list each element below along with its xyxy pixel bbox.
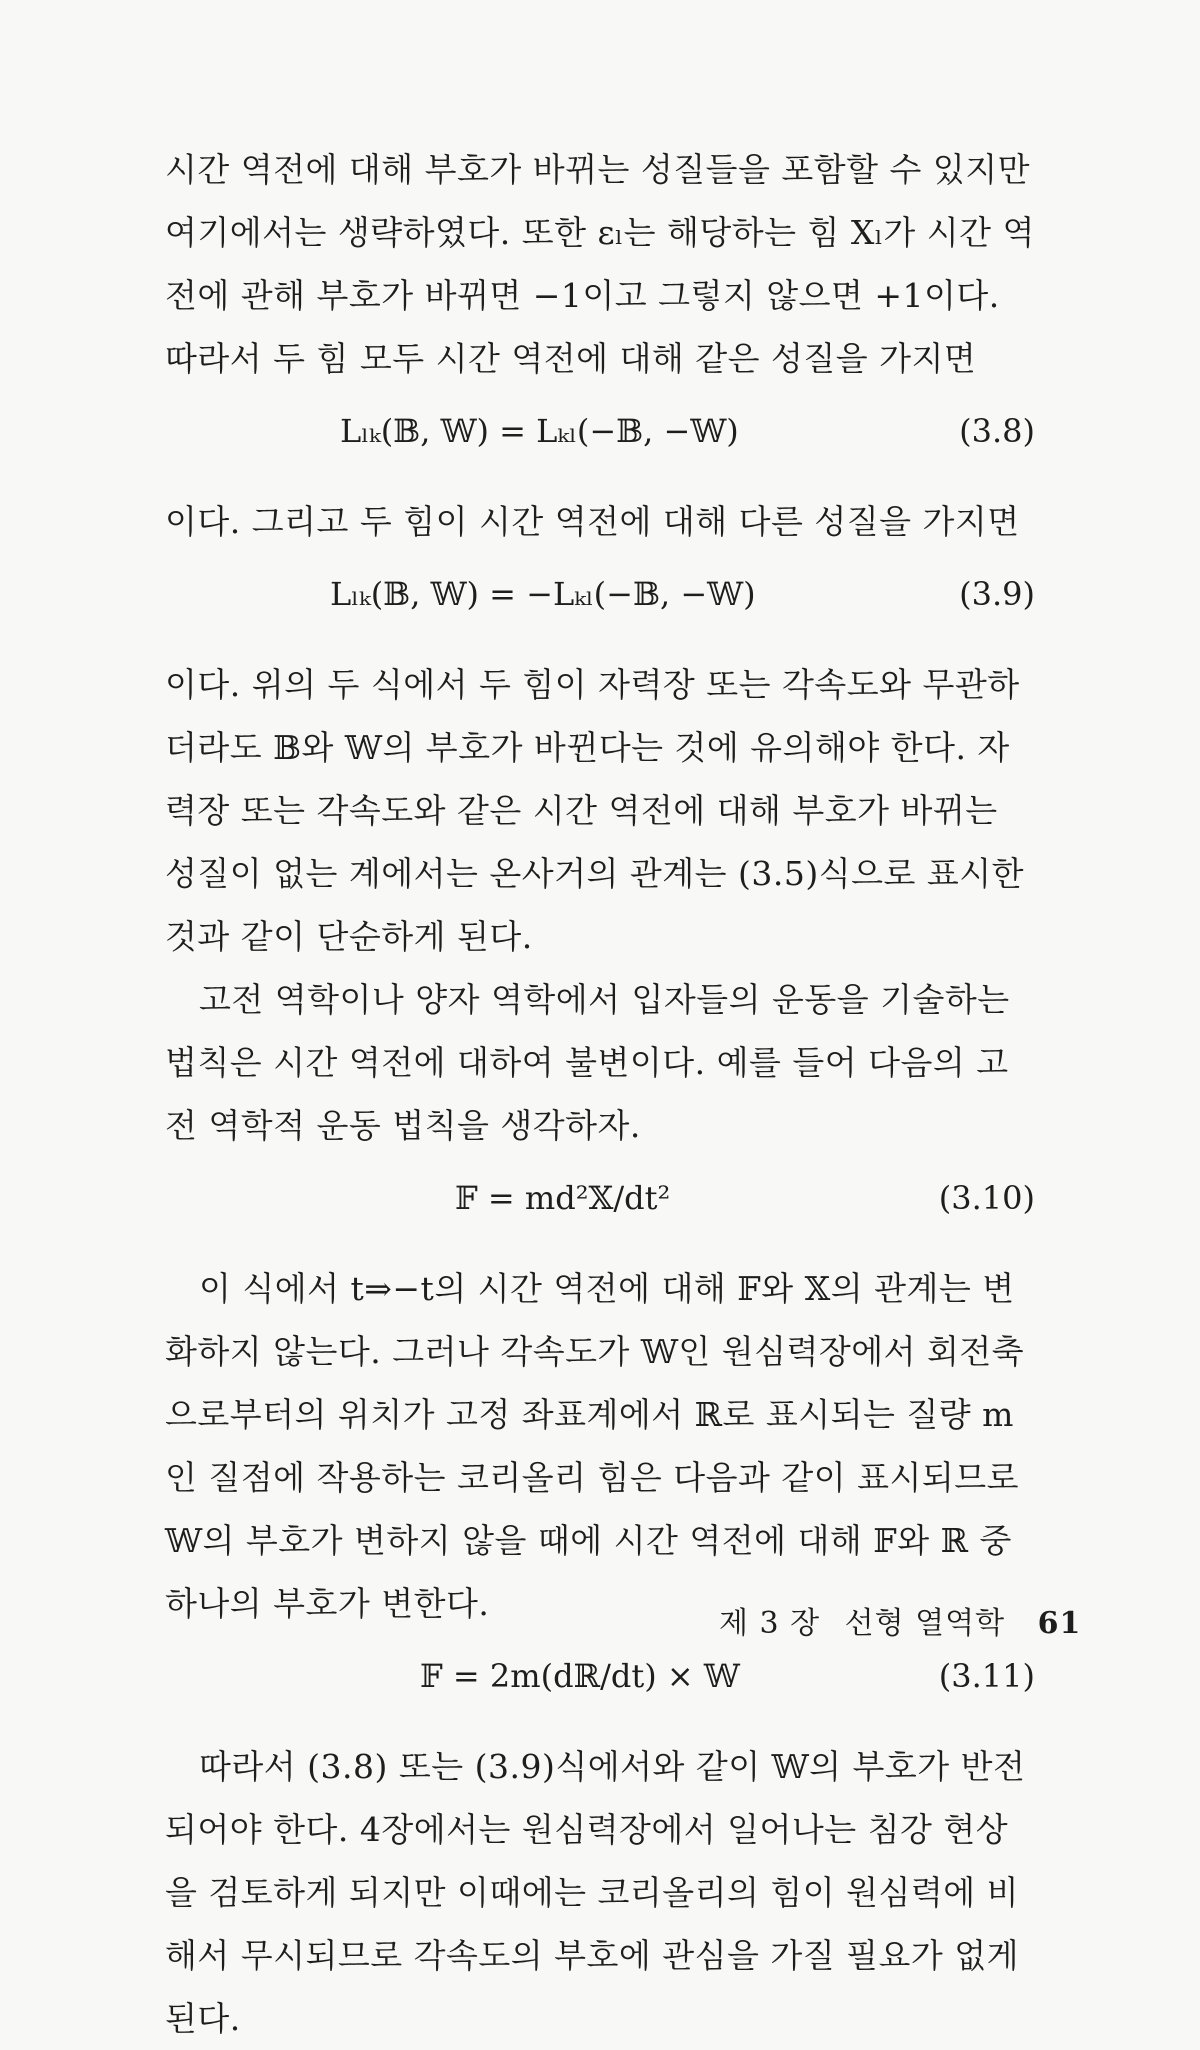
equation-3-10 (165, 1157, 1035, 1257)
page-footer (705, 1598, 1082, 1642)
equation-expression: 𝔽 = 2m(dℝ/dt) × 𝕎 (420, 1657, 740, 1695)
paragraph: 이 식에서 t⇒−t의 시간 역전에 대해 𝔽와 𝕏의 관계는 변화하지 않는다. 그러나 각속도가 𝕎인 원심력장에서 회전축으로부터의 위치가 고정 좌표계에서 ℝ로 표시되는 질량 m인 질점에 작용하는 코리올리 힘은 다음과 같이 표시되므로 𝕎의 부호가 변하지 않을 때에 시간 역전에 대해 𝔽와 ℝ 중 하나의 부호가 변한다. (165, 1269, 1025, 1623)
equation-number: (3.9) (959, 575, 1035, 613)
equation-3-11 (165, 1635, 1035, 1735)
equation-number: (3.10) (938, 1179, 1035, 1217)
paragraph: 이다. 위의 두 식에서 두 힘이 자력장 또는 각속도와 무관하더라도 𝔹와 𝕎의 부호가 바뀐다는 것에 유의해야 한다. 자력장 또는 각속도와 같은 시간 역전에 대해 부호가 바뀌는 성질이 없는 계에서는 온사거의 관계는 (3.5)식으로 표시한 것과 같이 단순하게 된다. (165, 665, 1024, 956)
body-text (165, 138, 1035, 2050)
equation-number: (3.11) (938, 1657, 1035, 1695)
equation-3-9 (165, 553, 1035, 653)
page-number: 61 (1037, 1606, 1082, 1641)
equation-expression: Lₗₖ(𝔹, 𝕎) = −Lₖₗ(−𝔹, −𝕎) (330, 575, 756, 613)
footer-title: 선형 열역학 (844, 1606, 1006, 1641)
paragraph: 고전 역학이나 양자 역학에서 입자들의 운동을 기술하는 법칙은 시간 역전에 대하여 불변이다. 예를 들어 다음의 고전 역학적 운동 법칙을 생각하자. (165, 980, 1010, 1145)
equation-3-8 (165, 390, 1035, 490)
paragraph: 시간 역전에 대해 부호가 바뀌는 성질들을 포함할 수 있지만 여기에서는 생략하였다. 또한 εₗ는 해당하는 힘 Xₗ가 시간 역전에 관해 부호가 바뀌면 −1이고 그렇지 않으면 +1이다. 따라서 두 힘 모두 시간 역전에 대해 같은 성질을 가지면 (165, 150, 1035, 378)
equation-expression: 𝔽 = md²𝕏/dt² (455, 1179, 671, 1217)
paragraph: 따라서 (3.8) 또는 (3.9)식에서와 같이 𝕎의 부호가 반전되어야 한다. 4장에서는 원심력장에서 일어나는 침강 현상을 검토하게 되지만 이때에는 코리올리의 힘이 원심력에 비해서 무시되므로 각속도의 부호에 관심을 가질 필요가 없게 된다. (165, 1747, 1026, 2038)
paragraph: 이다. 그리고 두 힘이 시간 역전에 대해 다른 성질을 가지면 (165, 502, 1020, 541)
equation-number: (3.8) (959, 412, 1035, 450)
equation-expression: Lₗₖ(𝔹, 𝕎) = Lₖₗ(−𝔹, −𝕎) (340, 412, 739, 450)
footer-chapter: 제 3 장 (719, 1606, 821, 1641)
